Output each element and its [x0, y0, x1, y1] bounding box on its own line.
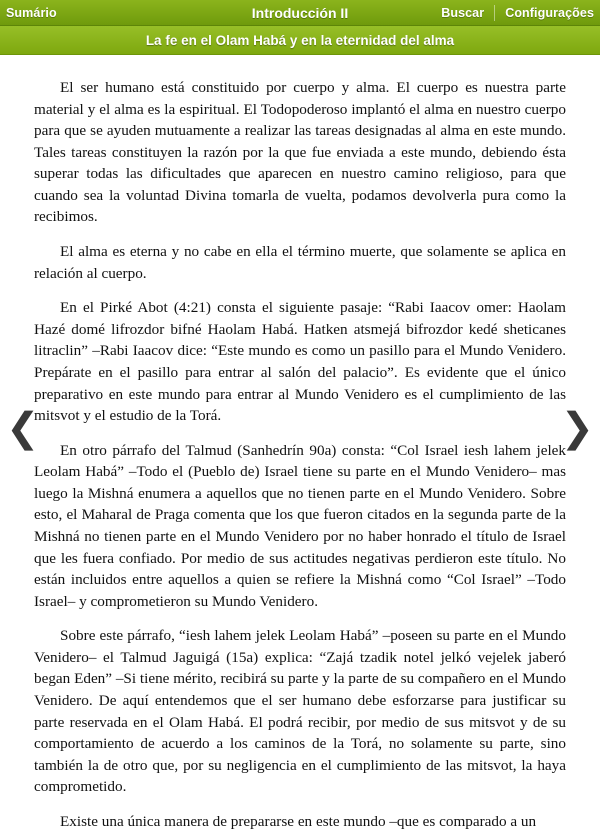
settings-button[interactable]: Configurações: [505, 5, 594, 20]
book-title: Introducción II: [251, 5, 349, 21]
chapter-title: La fe en el Olam Habá y en la eternidad del alma: [145, 32, 455, 48]
search-button[interactable]: Buscar: [441, 5, 485, 20]
toolbar-left-group: [6, 6, 57, 20]
next-page-arrow-icon[interactable]: ❯: [560, 405, 594, 450]
paragraph: El ser humano está constituido por cuerpo y alma. El cuerpo es nuestra parte material y el alma es la espiritual. El Todopoderoso implantó el alma en nuestro cuerpo para que se ayuden mutuamente a realizar las tareas designadas al alma en este mundo. Tales tareas constituyen la razón por la que fue enviada a este mundo, debiendo ésta superar todas las dificultades que aparecen en nuestro camino religioso, para que cuando sea la voluntad Divina tomarla de vuelta, podamos devolverla pura como la recibimos.: [34, 79, 566, 226]
page-content[interactable]: [0, 55, 600, 830]
toolbar-divider: [494, 5, 495, 21]
summary-button[interactable]: Sumário: [6, 5, 57, 20]
paragraph: Sobre este párrafo, “iesh lahem jelek Leolam Habá” –poseen su parte en el Mundo Venidero– el Talmud Jaguigá (15a) explica: “Zajá tzadik notel jelkó vejelek jaberó began Eden” –Si tiene mérito, recibirá su parte y la parte de su compañero en el Mundo Venidero. De aquí entendemos que el ser humano debe esforzarse para justificar su parte reservada en el Olam Habá. El podrá recibir, por medio de sus mitsvot y de su comportamiento de acuerdo a los caminos de la Torá, no solamente su parte, sino también la de otro que, por su negligencia en el cumplimiento de las mitsvot, la haya comprometido.: [34, 627, 566, 796]
paragraph: En el Pirké Abot (4:21) consta el siguiente pasaje: “Rabi Iaacov omer: Haolam Hazé domé lifrozdor bifné Haolam Habá. Hatken atsmejá bifrozdor kedé sheticanes litraclin” –Rabi Iaacov dice: “Este mundo es como un pasillo para el Mundo Venidero. Prepárate en el pasillo para entrar al salón del palacio”. Es evidente que el único preparativo en este mundo para entrar al Mundo Venidero es el cumplimiento de las mitsvot y el estudio de la Torá.: [34, 299, 566, 425]
previous-page-arrow-icon[interactable]: ❮: [6, 405, 40, 450]
chapter-header: [0, 26, 600, 55]
toolbar-right-group: [441, 5, 594, 21]
paragraph: Existe una única manera de prepararse en este mundo –que es comparado a un: [60, 812, 537, 830]
paragraph: En otro párrafo del Talmud (Sanhedrín 90a) consta: “Col Israel iesh lahem jelek Leolam Habá” –Todo el (Pueblo de) Israel tiene su parte en el Mundo Venidero– mas luego la Mishná enumera a aquellos que no tienen parte en el Mundo Venidero. Sobre esto, el Maharal de Praga comenta que los que fueron citados en la segunda parte de la Mishná no tienen parte en el Mundo Venidero por no haber honrado el título de Israel que les fuera confiado. Por medio de sus actitudes negativas perdieron este título. No están incluidos entre aquellos a quien se refiere la Mishná como “Col Israel” –Todo Israel– y comprometieron su Mundo Venidero.: [34, 441, 566, 610]
paragraph: El alma es eterna y no cabe en ella el término muerte, que solamente se aplica en relación al cuerpo.: [34, 243, 566, 282]
top-toolbar: [0, 0, 600, 26]
